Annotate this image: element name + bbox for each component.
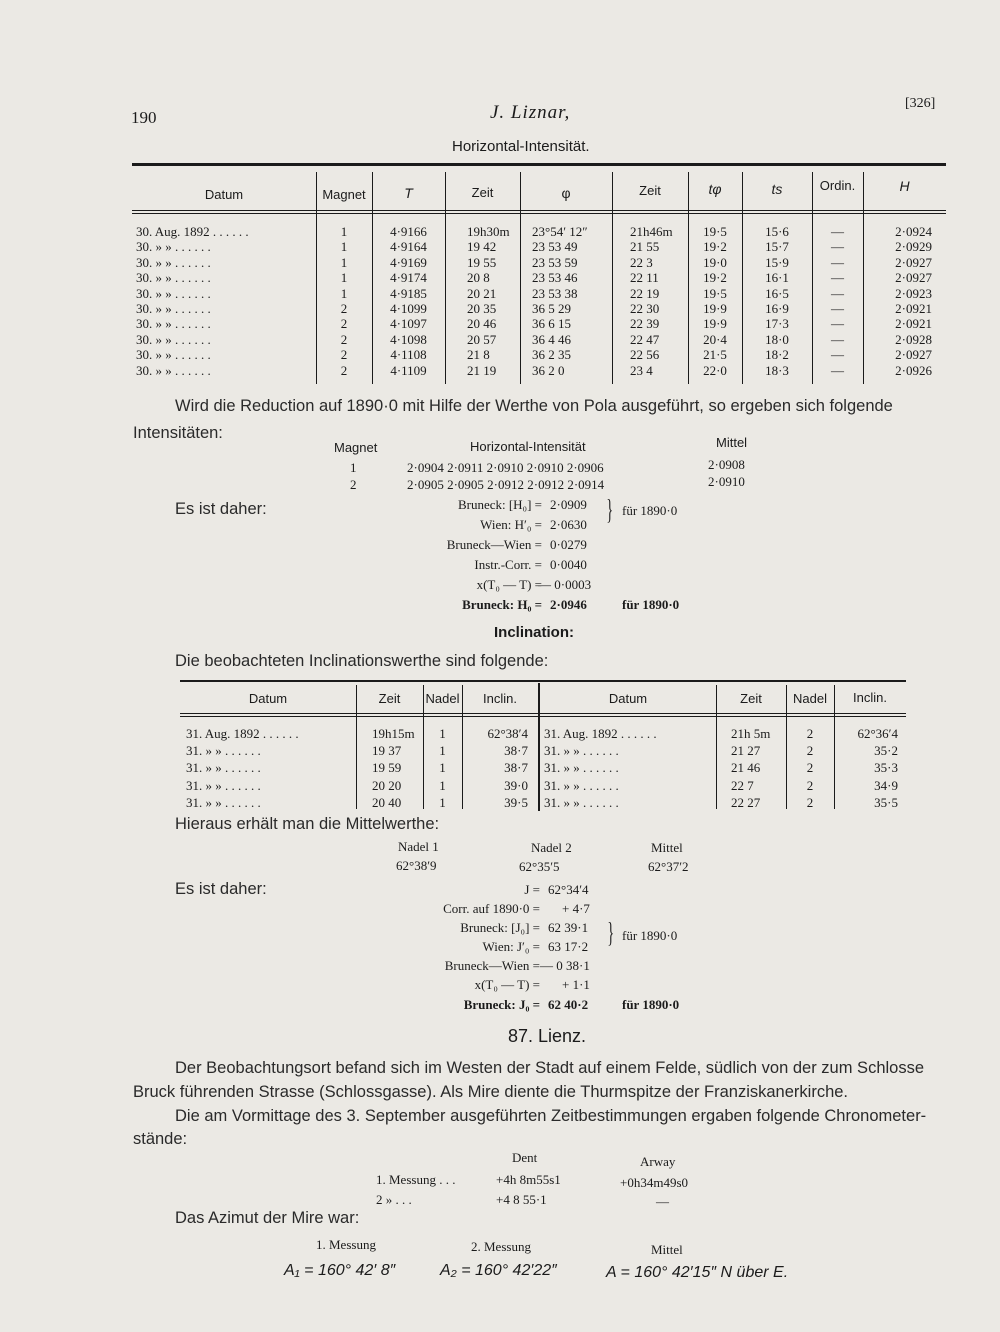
az-head-mittel: Mittel: [651, 1242, 683, 1257]
incl-right-cell-zeit: 21 46: [731, 760, 761, 776]
h-cell-datum: 30. » » . . . . . .: [136, 331, 211, 347]
h-cell-magnet: 1: [340, 270, 348, 286]
i-calc-value-6: + 1·1: [562, 977, 590, 992]
lienz-p1-line2: Bruck führenden Strasse (Schlossgasse). Als Mire diente die Thurmspitze der Franziskanerkirche.: [133, 1083, 849, 1101]
h-cell-ordin: —: [831, 316, 844, 332]
h-cell-magnet: 2: [340, 316, 348, 332]
h-cell-T: 4·9164: [390, 239, 427, 255]
h-cell-phi: 23 53 59: [532, 254, 578, 270]
h-calc-value-5: — 0·0003: [538, 577, 592, 592]
h-cell-H: 2·0929: [895, 239, 932, 255]
i-calc-value-4: 63 17·2: [548, 939, 589, 954]
h-calc-value-2: 2·0630: [550, 517, 587, 532]
h-cell-datum: 30. » » . . . . . .: [136, 316, 211, 332]
h-cell-phi: 36 6 15: [532, 316, 571, 332]
h-cell-zeit1: 19 55: [467, 254, 497, 270]
i-result-label: Bruneck: J₀ =: [463, 997, 540, 1012]
h-cell-zeit2: 22 3: [630, 254, 653, 270]
incl-left-cell-inclin: 38·7: [504, 760, 528, 776]
i-calc-label-5: Bruneck—Wien =: [444, 958, 540, 973]
h-cell-zeit2: 23 4: [630, 362, 653, 378]
i-fuer-1890: für 1890·0: [622, 928, 678, 943]
h-calc-value-3: 0·0279: [550, 537, 587, 552]
h-cell-magnet: 1: [340, 224, 348, 239]
h-cell-ordin: —: [831, 331, 844, 347]
h-cell-ordin: —: [831, 239, 844, 255]
h-cell-T: 4·9174: [390, 270, 427, 286]
incl-col-nadel: Nadel: [425, 691, 460, 706]
h-cell-datum: 30. » » . . . . . .: [136, 239, 211, 255]
col-header-t-phi: tφ: [708, 181, 722, 197]
incl-right-cell-zeit: 22 7: [731, 777, 754, 793]
incl-left-cell-nadel: 1: [439, 760, 446, 776]
incl-right-cell-nadel: 2: [806, 760, 814, 776]
az-head-2: 2. Messung: [471, 1239, 531, 1254]
incl-left-cell-zeit: 19 37: [372, 743, 402, 759]
h-cell-phi: 23 53 38: [532, 285, 578, 301]
i-calc-label-4: Wien: J′₀ =: [482, 939, 540, 954]
reduction-mittel-2: 2·0910: [708, 474, 745, 489]
h-cell-ts: 15·6: [765, 224, 789, 239]
h-cell-zeit2: 22 30: [630, 301, 660, 316]
incl-right-cell-inclin: 35·5: [874, 794, 898, 810]
lienz-p2-line1: Die am Vormittage des 3. September ausgeführten Zeitbestimmungen ergaben folgende Chronometer-: [175, 1107, 927, 1125]
mittel-head-nadel1: Nadel 1: [398, 839, 439, 854]
chrono-row2-arway: —: [656, 1194, 669, 1209]
h-cell-ts: 18·2: [765, 347, 789, 363]
h-cell-magnet: 2: [340, 347, 348, 363]
h-cell-ts: 16·1: [765, 270, 789, 286]
h-cell-tphi: 20·4: [703, 331, 727, 347]
h-cell-zeit2: 21h46m: [630, 224, 673, 239]
incl-col-inclin-2: Inclin.: [853, 690, 887, 705]
incl-right-cell-zeit: 21 27: [731, 743, 761, 759]
incl-left-cell-datum: 31. » » . . . . . .: [186, 760, 261, 776]
h-cell-H: 2·0927: [895, 270, 932, 286]
inclination-intro: Die beobachteten Inclinationswerthe sind folgende:: [175, 652, 549, 670]
h-cell-phi: 23 53 49: [532, 239, 578, 255]
incl-col-zeit: Zeit: [378, 691, 401, 706]
incl-left-cell-inclin: 39·5: [504, 794, 528, 810]
h-cell-phi: 36 2 35: [532, 347, 571, 363]
incl-left-cell-zeit: 19h15m: [372, 726, 415, 741]
h-cell-ts: 15·7: [765, 239, 789, 255]
col-header-magnet: Magnet: [322, 187, 366, 202]
az-value-mittel: A = 160° 42′15″ N über E.: [606, 1264, 789, 1281]
i-calc-label-3: Bruneck: [J₀] =: [460, 920, 540, 935]
incl-left-cell-datum: 31. » » . . . . . .: [186, 794, 261, 810]
h-cell-zeit2: 22 11: [630, 270, 659, 286]
h-cell-T: 4·1109: [390, 362, 427, 378]
incl-left-cell-inclin: 38·7: [504, 743, 528, 759]
h-cell-ordin: —: [831, 224, 844, 239]
h-cell-zeit2: 22 19: [630, 285, 660, 301]
reduction-magnet-1: 1: [350, 460, 357, 475]
incl-col-inclin: Inclin.: [483, 691, 517, 706]
h-cell-zeit1: 20 57: [467, 331, 497, 347]
i-calc-label-2: Corr. auf 1890·0 =: [443, 901, 540, 916]
h-cell-ts: 16·5: [765, 285, 789, 301]
h-cell-datum: 30. » » . . . . . .: [136, 347, 211, 363]
incl-right-cell-inclin: 35·3: [874, 760, 898, 776]
incl-left-cell-nadel: 1: [439, 726, 446, 741]
h-cell-ts: 17·3: [765, 316, 789, 332]
h-cell-magnet: 1: [340, 285, 348, 301]
h-cell-zeit1: 21 8: [467, 347, 490, 363]
author-name: J. Liznar,: [490, 102, 571, 123]
h-cell-tphi: 21·5: [703, 347, 727, 363]
inclination-title: Inclination:: [494, 624, 574, 641]
h-cell-zeit1: 19h30m: [467, 224, 510, 239]
h-cell-phi: 23 53 46: [532, 270, 578, 286]
mittel-value-nadel1: 62°38′9: [396, 858, 437, 873]
h-cell-T: 4·1097: [390, 316, 427, 332]
es-ist-daher-h: Es ist daher:: [175, 500, 267, 518]
h-cell-magnet: 2: [340, 301, 348, 316]
incl-col-zeit-2: Zeit: [740, 691, 762, 706]
h-cell-H: 2·0927: [895, 254, 932, 270]
incl-left-cell-zeit: 20 20: [372, 777, 402, 793]
reduction-values-1: 2·0904 2·0911 2·0910 2·0910 2·0906: [407, 460, 604, 475]
h-cell-tphi: 19·0: [703, 254, 727, 270]
mittel-head-nadel2: Nadel 2: [531, 840, 572, 855]
chrono-row2-label: 2 » . . .: [376, 1192, 412, 1207]
mittel-value-mittel: 62°37′2: [648, 859, 689, 874]
h-cell-T: 4·1108: [390, 347, 427, 363]
h-cell-tphi: 19·9: [703, 316, 727, 332]
h-calc-label-1: Bruneck: [H₀] =: [457, 497, 542, 512]
incl-right-cell-nadel: 2: [806, 743, 814, 759]
incl-right-cell-inclin: 62°36′4: [857, 726, 898, 741]
reduction-head-mittel: Mittel: [716, 435, 748, 450]
lienz-p2-line2: stände:: [133, 1130, 188, 1148]
col-header-datum: Datum: [204, 187, 244, 202]
h-cell-T: 4·9166: [390, 224, 427, 239]
h-cell-phi: 23°54′ 12″: [532, 224, 588, 239]
h-cell-T: 4·9169: [390, 254, 427, 270]
i-calc-value-3: 62 39·1: [548, 920, 589, 935]
h-cell-zeit1: 20 46: [467, 316, 497, 332]
lienz-p1-line1: Der Beobachtungsort befand sich im Westen der Stadt auf einem Felde, südlich von der zum Schlosse: [175, 1059, 925, 1077]
page-number: 190: [131, 108, 157, 127]
incl-right-cell-datum: 31. » » . . . . . .: [544, 794, 619, 810]
h-result-value: 2·0946: [550, 597, 587, 612]
incl-left-cell-inclin: 39·0: [504, 777, 528, 793]
h-calc-label-4: Instr.-Corr. =: [474, 557, 542, 572]
i-calc-label-6: x(T₀ — T) =: [474, 977, 540, 992]
incl-col-datum-2: Datum: [608, 691, 648, 706]
h-cell-tphi: 22·0: [703, 362, 727, 378]
incl-right-cell-datum: 31. » » . . . . . .: [544, 743, 619, 759]
h-cell-T: 4·1099: [390, 301, 427, 316]
mittel-head-mittel: Mittel: [651, 840, 683, 855]
incl-left-cell-nadel: 1: [439, 777, 446, 793]
incl-right-cell-nadel: 2: [806, 726, 814, 741]
incl-right-cell-datum: 31. » » . . . . . .: [544, 777, 619, 793]
h-cell-phi: 36 5 29: [532, 301, 571, 316]
col-header-phi: φ: [561, 185, 571, 201]
h-cell-H: 2·0928: [895, 331, 932, 347]
h-cell-zeit1: 20 8: [467, 270, 490, 286]
incl-right-cell-inclin: 35·2: [874, 743, 898, 759]
h-cell-ordin: —: [831, 285, 844, 301]
az-value-2: A₂ = 160° 42′22″: [440, 1262, 557, 1279]
col-header-zeit-2: Zeit: [639, 183, 661, 198]
chrono-head-arway: Arway: [640, 1154, 676, 1169]
h-cell-ts: 18·3: [765, 362, 789, 378]
col-header-ordin: Ordin.: [819, 178, 856, 193]
incl-right-cell-inclin: 34·9: [874, 777, 898, 793]
col-header-h: H: [899, 178, 910, 194]
h-cell-zeit1: 20 35: [467, 301, 497, 316]
h-cell-tphi: 19·5: [703, 285, 727, 301]
chrono-head-dent: Dent: [512, 1150, 538, 1165]
h-cell-ts: 15·9: [765, 254, 789, 270]
h-result-label: Bruneck: H₀ =: [462, 597, 542, 612]
i-calc-value-2: + 4·7: [562, 901, 590, 916]
h-result-fuer: für 1890·0: [622, 597, 680, 612]
h-cell-phi: 36 2 0: [532, 362, 565, 378]
i-calc-value-1: 62°34′4: [548, 882, 589, 897]
incl-left-cell-nadel: 1: [439, 743, 446, 759]
h-calc-label-3: Bruneck—Wien =: [446, 537, 542, 552]
h-cell-zeit1: 20 21: [467, 285, 497, 301]
h-cell-phi: 36 4 46: [532, 331, 571, 347]
az-value-1: A₁ = 160° 42′ 8″: [284, 1262, 396, 1279]
incl-col-datum: Datum: [248, 691, 288, 706]
hieraus-text: Hieraus erhält man die Mittelwerthe:: [175, 815, 440, 833]
incl-left-cell-datum: 31. » » . . . . . .: [186, 743, 261, 759]
i-result-fuer: für 1890·0: [622, 997, 680, 1012]
h-cell-ordin: —: [831, 270, 844, 286]
az-head-1: 1. Messung: [316, 1237, 376, 1252]
horizontal-title: Horizontal-Intensität.: [452, 138, 590, 155]
mittel-value-nadel2: 62°35′5: [519, 859, 560, 874]
incl-right-cell-nadel: 2: [806, 794, 814, 810]
incl-right-cell-zeit: 22 27: [731, 794, 761, 810]
col-header-t: T: [404, 185, 413, 201]
reduction-magnet-2: 2: [350, 477, 357, 492]
brace-i: }: [607, 918, 615, 949]
h-cell-tphi: 19·2: [703, 270, 727, 286]
brace-h: }: [606, 495, 614, 526]
i-calc-value-5: — 0 38·1: [540, 958, 590, 973]
reduction-paragraph-line2: Intensitäten:: [133, 424, 223, 442]
incl-right-cell-zeit: 21h 5m: [731, 726, 771, 741]
h-cell-tphi: 19·2: [703, 239, 727, 255]
chrono-row1-label: 1. Messung . . .: [376, 1172, 456, 1187]
i-calc-label-1: J =: [524, 882, 540, 897]
incl-left-cell-datum: 31. Aug. 1892 . . . . . .: [186, 726, 299, 741]
h-cell-H: 2·0924: [895, 224, 932, 239]
azimut-text: Das Azimut der Mire war:: [175, 1209, 360, 1227]
h-cell-ts: 16·9: [765, 301, 789, 316]
h-cell-H: 2·0926: [895, 362, 932, 378]
i-result-value: 62 40·2: [548, 997, 589, 1012]
reduction-head-h: Horizontal-Intensität: [470, 439, 586, 454]
h-cell-H: 2·0921: [895, 316, 932, 332]
h-cell-zeit1: 19 42: [467, 239, 497, 255]
h-cell-ts: 18·0: [765, 331, 789, 347]
es-ist-daher-i: Es ist daher:: [175, 880, 267, 898]
h-calc-label-2: Wien: H′₀ =: [480, 517, 542, 532]
h-cell-datum: 30. » » . . . . . .: [136, 270, 211, 286]
h-cell-H: 2·0921: [895, 301, 932, 316]
h-calc-value-4: 0·0040: [550, 557, 587, 572]
h-cell-H: 2·0923: [895, 285, 932, 301]
h-cell-magnet: 2: [340, 362, 348, 378]
incl-left-cell-zeit: 20 40: [372, 794, 402, 810]
h-cell-datum: 30. Aug. 1892 . . . . . .: [136, 224, 249, 239]
h-calc-label-5: x(T₀ — T) =: [476, 577, 542, 592]
incl-left-cell-zeit: 19 59: [372, 760, 402, 776]
incl-right-cell-datum: 31. Aug. 1892 . . . . . .: [544, 726, 657, 741]
h-cell-zeit1: 21 19: [467, 362, 497, 378]
h-cell-zeit2: 22 39: [630, 316, 660, 332]
incl-right-cell-datum: 31. » » . . . . . .: [544, 760, 619, 776]
h-cell-datum: 30. » » . . . . . .: [136, 254, 211, 270]
h-cell-zeit2: 22 56: [630, 347, 660, 363]
h-cell-datum: 30. » » . . . . . .: [136, 285, 211, 301]
chrono-row1-dent: +4h 8m55s1: [496, 1172, 561, 1187]
reduction-mittel-1: 2·0908: [708, 457, 745, 472]
incl-col-nadel-2: Nadel: [793, 691, 827, 706]
h-cell-datum: 30. » » . . . . . .: [136, 301, 211, 316]
h-cell-tphi: 19·5: [703, 224, 727, 239]
incl-left-cell-inclin: 62°38′4: [487, 726, 528, 741]
incl-left-cell-datum: 31. » » . . . . . .: [186, 777, 261, 793]
incl-right-cell-nadel: 2: [806, 777, 814, 793]
bracket-number: [326]: [905, 96, 936, 111]
h-cell-zeit2: 22 47: [630, 331, 660, 347]
h-cell-ordin: —: [831, 347, 844, 363]
chrono-row1-arway: +0h34m49s0: [620, 1175, 689, 1190]
h-fuer-1890: für 1890·0: [622, 503, 678, 518]
h-cell-datum: 30. » » . . . . . .: [136, 362, 211, 378]
h-calc-value-1: 2·0909: [550, 497, 587, 512]
incl-left-cell-nadel: 1: [439, 794, 446, 810]
reduction-head-magnet: Magnet: [334, 440, 378, 455]
h-cell-magnet: 1: [340, 254, 348, 270]
chrono-row2-dent: +4 8 55·1: [496, 1192, 547, 1207]
col-header-zeit: Zeit: [471, 185, 494, 200]
h-cell-zeit2: 21 55: [630, 239, 660, 255]
col-header-t-s: ts: [771, 181, 783, 197]
reduction-values-2: 2·0905 2·0905 2·0912 2·0912 2·0914: [407, 477, 605, 492]
h-cell-ordin: —: [831, 362, 844, 378]
h-cell-T: 4·9185: [390, 285, 427, 301]
h-cell-ordin: —: [831, 301, 844, 316]
h-cell-ordin: —: [831, 254, 844, 270]
reduction-paragraph-line1: Wird die Reduction auf 1890·0 mit Hilfe der Werthe von Pola ausgeführt, so ergeben sich folgende: [175, 397, 893, 415]
h-cell-H: 2·0927: [895, 347, 932, 363]
h-cell-T: 4·1098: [390, 331, 427, 347]
h-cell-magnet: 2: [340, 331, 348, 347]
h-cell-magnet: 1: [340, 239, 348, 255]
lienz-title: 87. Lienz.: [508, 1026, 587, 1046]
h-cell-tphi: 19·9: [703, 301, 727, 316]
